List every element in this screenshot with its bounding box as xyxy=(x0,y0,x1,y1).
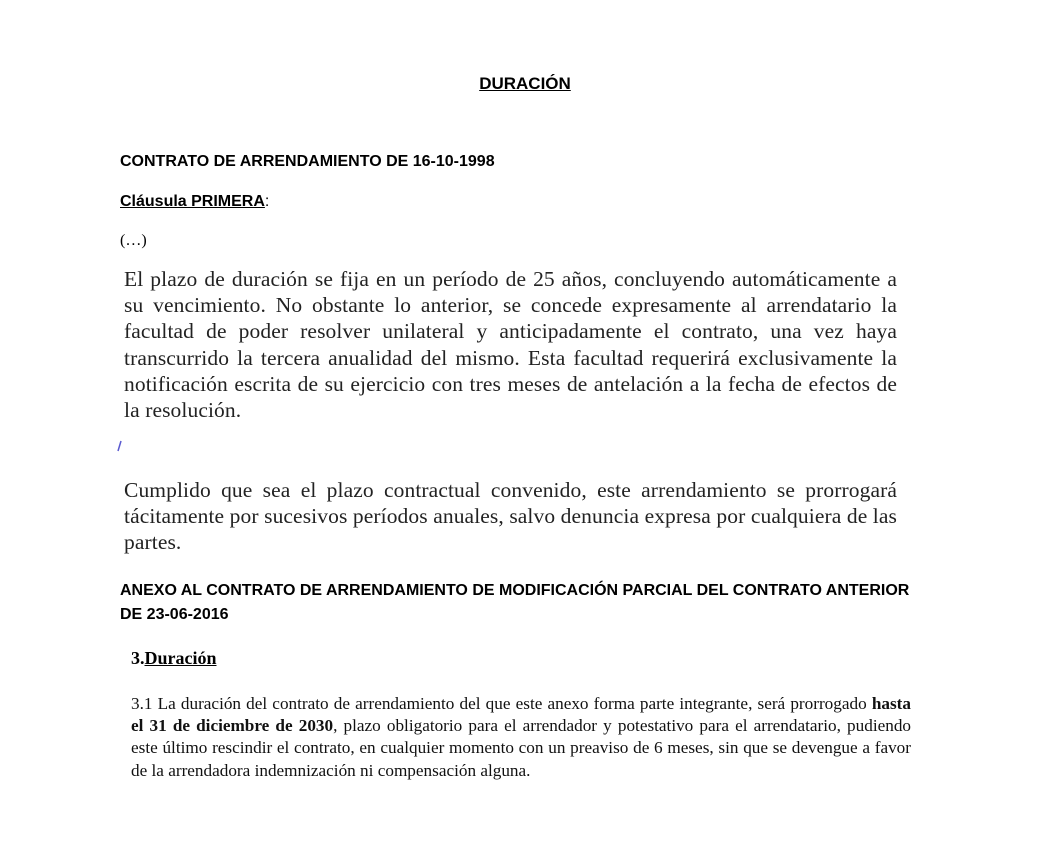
annex-subheading-number: 3. xyxy=(131,648,145,668)
omission-ellipsis: (…) xyxy=(120,232,147,249)
section-heading-annex-2016: ANEXO AL CONTRATO DE ARRENDAMIENTO DE MODIFICACIÓN PARCIAL DEL CONTRATO ANTERIOR DE 23-06-2016 xyxy=(120,582,910,623)
clause-label-text: Cláusula PRIMERA xyxy=(120,193,265,210)
document-title: DURACIÓN xyxy=(479,74,571,93)
section-heading-contract-1998: CONTRATO DE ARRENDAMIENTO DE 16-10-1998 xyxy=(120,153,495,170)
clause-label xyxy=(120,193,269,211)
annex-paragraph-start: 3.1 La duración del contrato de arrendamiento del que este anexo forma parte integrante, será prorrogado xyxy=(131,694,872,713)
annex-paragraph-deadline: hasta el 31 de diciembre de 2030 xyxy=(131,694,911,736)
pen-mark-icon xyxy=(117,440,122,452)
clause-paragraph-renewal: Cumplido que sea el plazo contractual convenido, este arrendamiento se prorrogará tácitamente por sucesivos períodos anuales, salvo denuncia expresa por cualquiera de las partes. xyxy=(124,478,897,555)
annex-paragraph-3-1 xyxy=(131,693,911,782)
annex-paragraph-end: , plazo obligatorio para el arrendador y potestativo para el arrendatario, pudiendo este último rescindir el contrato, en cualquier momento con un preaviso de 6 meses, sin que se devengue a favor de la arrendadora indemnización ni compensación alguna. xyxy=(131,716,912,780)
annex-subheading-text: Duración xyxy=(144,648,217,668)
annex-subheading xyxy=(131,648,217,669)
clause-paragraph-term: El plazo de duración se fija en un período de 25 años, concluyendo automáticamente a su vencimiento. No obstante lo anterior, se concede expresamente al arrendatario la facultad de poder resolver unilateral y anticipadamente el contrato, una vez haya transcurrido la tercera anualidad del mismo. Esta facultad requerirá exclusivamente la notificación escrita de su ejercicio con tres meses de antelación a la fecha de efectos de la resolución. xyxy=(124,267,897,423)
clause-label-colon: : xyxy=(264,193,270,210)
